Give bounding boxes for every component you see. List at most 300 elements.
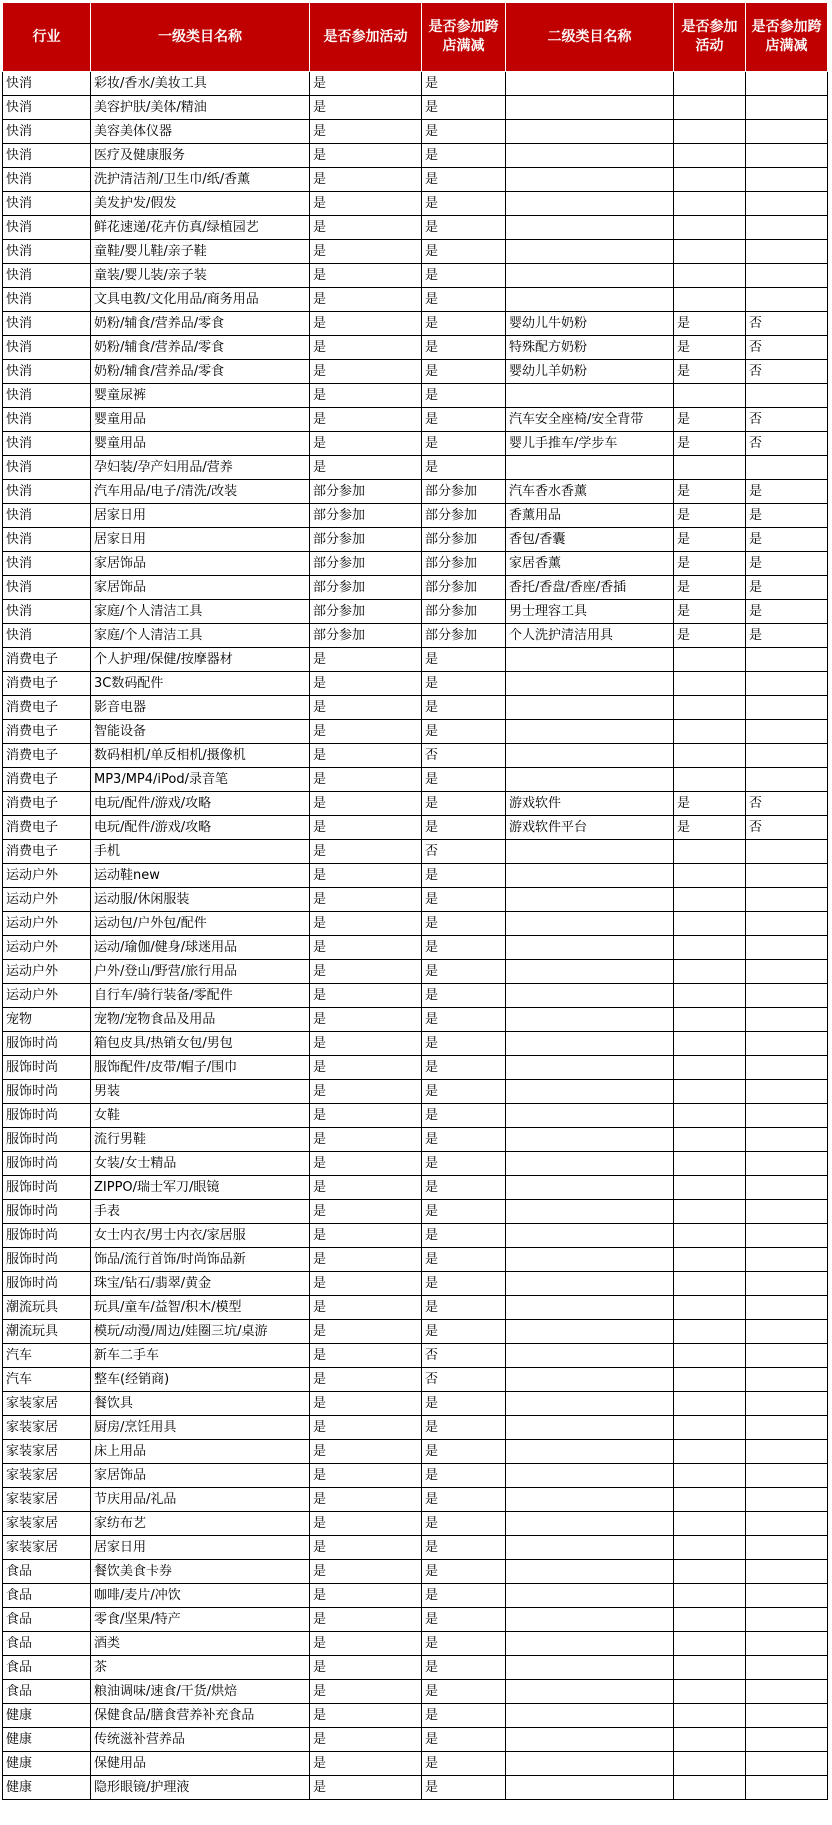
level1-activity-cell: 是 [310,768,422,792]
level2-cross-store-cell: 否 [746,336,828,360]
level2-cross-store-cell [746,96,828,120]
level2-cross-store-cell [746,1560,828,1584]
table-row [3,1032,828,1056]
level2-activity-cell [674,1632,746,1656]
level1-cross-store-cell: 是 [422,384,506,408]
level2-activity-cell [674,1200,746,1224]
level1-category-cell: 家庭/个人清洁工具 [91,600,310,624]
level1-category-cell: 婴童用品 [91,432,310,456]
level2-activity-cell [674,1032,746,1056]
table-row [3,768,828,792]
table-row [3,168,828,192]
level1-cross-store-cell: 是 [422,984,506,1008]
level2-activity-cell [674,888,746,912]
level2-cross-store-cell [746,1176,828,1200]
industry-cell: 快消 [3,528,91,552]
level1-category-cell: 彩妆/香水/美妆工具 [91,72,310,96]
level1-activity-cell: 是 [310,1272,422,1296]
level2-cross-store-cell [746,1632,828,1656]
industry-cell: 消费电子 [3,792,91,816]
table-row [3,720,828,744]
industry-cell: 快消 [3,336,91,360]
industry-cell: 食品 [3,1560,91,1584]
level1-cross-store-cell: 是 [422,360,506,384]
industry-cell: 食品 [3,1680,91,1704]
level1-category-cell: 智能设备 [91,720,310,744]
level2-activity-cell [674,1728,746,1752]
level2-activity-cell [674,1128,746,1152]
level1-cross-store-cell: 是 [422,1632,506,1656]
table-row [3,1176,828,1200]
level1-cross-store-cell: 否 [422,1368,506,1392]
level2-cross-store-cell [746,1272,828,1296]
level1-activity-cell: 部分参加 [310,480,422,504]
level1-category-cell: 传统滋补营养品 [91,1728,310,1752]
level2-activity-cell [674,1440,746,1464]
level2-cross-store-cell [746,720,828,744]
industry-cell: 服饰时尚 [3,1224,91,1248]
level1-cross-store-cell: 是 [422,1320,506,1344]
level1-activity-cell: 是 [310,1728,422,1752]
level1-activity-cell: 是 [310,792,422,816]
level1-activity-cell: 是 [310,336,422,360]
level1-cross-store-cell: 是 [422,1776,506,1800]
level2-cross-store-cell [746,216,828,240]
level2-cross-store-cell [746,888,828,912]
industry-cell: 服饰时尚 [3,1176,91,1200]
industry-cell: 食品 [3,1632,91,1656]
level1-category-cell: 户外/登山/野营/旅行用品 [91,960,310,984]
level2-category-cell [506,1752,674,1776]
level1-category-cell: 零食/坚果/特产 [91,1608,310,1632]
level1-activity-cell: 是 [310,1152,422,1176]
level2-activity-cell [674,672,746,696]
level1-activity-cell: 是 [310,240,422,264]
level2-activity-cell [674,1584,746,1608]
industry-cell: 快消 [3,360,91,384]
level1-category-cell: 运动服/休闲服装 [91,888,310,912]
table-row [3,72,828,96]
level2-category-cell [506,1440,674,1464]
level2-category-cell [506,840,674,864]
level1-activity-cell: 是 [310,360,422,384]
level2-cross-store-cell [746,1416,828,1440]
level2-category-cell [506,1488,674,1512]
level2-activity-cell: 是 [674,576,746,600]
level1-category-cell: 汽车用品/电子/清洗/改装 [91,480,310,504]
level1-category-cell: 家居饰品 [91,1464,310,1488]
level2-cross-store-cell [746,1752,828,1776]
level1-category-cell: 居家日用 [91,528,310,552]
level2-activity-cell [674,384,746,408]
level1-cross-store-cell: 是 [422,1080,506,1104]
level1-category-cell: 饰品/流行首饰/时尚饰品新 [91,1248,310,1272]
level2-category-cell [506,1392,674,1416]
table-row [3,576,828,600]
level2-category-cell: 汽车安全座椅/安全背带 [506,408,674,432]
level1-category-cell: 女士内衣/男士内衣/家居服 [91,1224,310,1248]
level1-activity-cell: 是 [310,72,422,96]
level1-activity-cell: 是 [310,1056,422,1080]
level2-category-cell [506,144,674,168]
level2-category-cell [506,1416,674,1440]
level2-category-cell [506,168,674,192]
level2-cross-store-cell [746,144,828,168]
level1-activity-cell: 部分参加 [310,528,422,552]
level1-cross-store-cell: 是 [422,192,506,216]
table-row [3,1704,828,1728]
level1-category-cell: 鲜花速递/花卉仿真/绿植园艺 [91,216,310,240]
level1-category-cell: 玩具/童车/益智/积木/模型 [91,1296,310,1320]
level1-category-cell: 模玩/动漫/周边/娃圈三坑/桌游 [91,1320,310,1344]
industry-cell: 消费电子 [3,648,91,672]
level1-activity-cell: 是 [310,456,422,480]
level1-activity-cell: 是 [310,696,422,720]
industry-cell: 快消 [3,240,91,264]
level1-activity-cell: 是 [310,216,422,240]
industry-cell: 消费电子 [3,840,91,864]
level2-category-cell [506,1032,674,1056]
level1-category-cell: 童鞋/婴儿鞋/亲子鞋 [91,240,310,264]
level1-category-cell: 餐饮具 [91,1392,310,1416]
industry-cell: 快消 [3,480,91,504]
table-row [3,1200,828,1224]
level1-category-cell: 节庆用品/礼品 [91,1488,310,1512]
industry-cell: 家装家居 [3,1440,91,1464]
table-row [3,1272,828,1296]
level2-cross-store-cell [746,648,828,672]
level2-category-cell: 婴儿手推车/学步车 [506,432,674,456]
level2-activity-cell: 是 [674,552,746,576]
table-row [3,744,828,768]
table-row [3,864,828,888]
level2-activity-cell [674,1296,746,1320]
level1-activity-cell: 是 [310,120,422,144]
level1-activity-cell: 是 [310,1680,422,1704]
level2-cross-store-cell: 是 [746,480,828,504]
level2-category-cell [506,1344,674,1368]
level1-category-cell: 珠宝/钻石/翡翠/黄金 [91,1272,310,1296]
level2-category-cell: 香薰用品 [506,504,674,528]
level2-category-cell [506,1200,674,1224]
level1-activity-cell: 是 [310,648,422,672]
industry-cell: 家装家居 [3,1464,91,1488]
level2-cross-store-cell: 是 [746,600,828,624]
level2-category-cell [506,1320,674,1344]
level1-cross-store-cell: 是 [422,1008,506,1032]
industry-cell: 运动户外 [3,864,91,888]
level2-activity-cell [674,936,746,960]
industry-cell: 快消 [3,264,91,288]
industry-cell: 快消 [3,432,91,456]
level2-activity-cell [674,1488,746,1512]
table-row [3,504,828,528]
level1-cross-store-cell: 是 [422,1200,506,1224]
level2-category-cell [506,1128,674,1152]
level2-activity-cell [674,912,746,936]
level2-category-cell [506,864,674,888]
level2-cross-store-cell [746,984,828,1008]
header-level2-cross-store: 是否参加跨店满减 [746,3,828,72]
level1-category-cell: 电玩/配件/游戏/攻略 [91,816,310,840]
level1-cross-store-cell: 是 [422,936,506,960]
level1-category-cell: 手机 [91,840,310,864]
level2-cross-store-cell: 否 [746,360,828,384]
level2-activity-cell: 是 [674,600,746,624]
level2-activity-cell [674,696,746,720]
level2-category-cell [506,1248,674,1272]
level1-cross-store-cell: 是 [422,1704,506,1728]
level2-category-cell [506,648,674,672]
industry-cell: 服饰时尚 [3,1272,91,1296]
level2-cross-store-cell [746,72,828,96]
level2-activity-cell [674,168,746,192]
industry-cell: 快消 [3,600,91,624]
header-level1-activity: 是否参加活动 [310,3,422,72]
level2-activity-cell [674,1224,746,1248]
level1-category-cell: 奶粉/辅食/营养品/零食 [91,312,310,336]
level2-category-cell [506,1368,674,1392]
level1-activity-cell: 是 [310,264,422,288]
level2-activity-cell [674,1176,746,1200]
level2-activity-cell [674,1608,746,1632]
level2-category-cell [506,1608,674,1632]
level2-activity-cell [674,144,746,168]
level1-activity-cell: 是 [310,960,422,984]
level1-cross-store-cell: 是 [422,792,506,816]
industry-cell: 家装家居 [3,1392,91,1416]
industry-cell: 汽车 [3,1368,91,1392]
table-row [3,480,828,504]
industry-cell: 服饰时尚 [3,1152,91,1176]
table-row [3,1536,828,1560]
level1-category-cell: 奶粉/辅食/营养品/零食 [91,360,310,384]
level2-activity-cell [674,1680,746,1704]
industry-cell: 服饰时尚 [3,1104,91,1128]
industry-cell: 健康 [3,1728,91,1752]
level2-category-cell [506,1104,674,1128]
level2-activity-cell [674,1152,746,1176]
table-row [3,432,828,456]
level2-category-cell [506,744,674,768]
industry-cell: 潮流玩具 [3,1320,91,1344]
level1-activity-cell: 是 [310,1080,422,1104]
level2-cross-store-cell [746,1536,828,1560]
level2-cross-store-cell: 否 [746,432,828,456]
level2-activity-cell [674,120,746,144]
level1-cross-store-cell: 是 [422,1032,506,1056]
table-row [3,792,828,816]
level1-activity-cell: 是 [310,816,422,840]
level1-cross-store-cell: 是 [422,696,506,720]
level1-category-cell: 个人护理/保健/按摩器材 [91,648,310,672]
level2-cross-store-cell [746,1056,828,1080]
header-level1-category: 一级类目名称 [91,3,310,72]
level2-cross-store-cell: 是 [746,504,828,528]
table-row [3,1560,828,1584]
level2-activity-cell [674,264,746,288]
level2-cross-store-cell [746,168,828,192]
level1-category-cell: 手表 [91,1200,310,1224]
level2-cross-store-cell [746,1512,828,1536]
industry-cell: 汽车 [3,1344,91,1368]
level1-activity-cell: 部分参加 [310,600,422,624]
level2-activity-cell [674,1776,746,1800]
table-row [3,696,828,720]
level2-category-cell: 婴幼儿牛奶粉 [506,312,674,336]
level1-category-cell: 美容护肤/美体/精油 [91,96,310,120]
level1-activity-cell: 是 [310,1176,422,1200]
level2-category-cell [506,456,674,480]
industry-cell: 快消 [3,552,91,576]
level2-category-cell [506,72,674,96]
level2-category-cell [506,1728,674,1752]
level1-category-cell: 孕妇装/孕产妇用品/营养 [91,456,310,480]
header-row [3,3,828,72]
level1-cross-store-cell: 是 [422,1536,506,1560]
level2-cross-store-cell [746,1608,828,1632]
level1-cross-store-cell: 是 [422,288,506,312]
level2-category-cell [506,720,674,744]
industry-cell: 食品 [3,1656,91,1680]
level1-cross-store-cell: 是 [422,960,506,984]
level2-cross-store-cell [746,696,828,720]
level2-activity-cell: 是 [674,408,746,432]
level2-category-cell: 香托/香盘/香座/香插 [506,576,674,600]
level1-activity-cell: 是 [310,1608,422,1632]
level1-category-cell: 美发护发/假发 [91,192,310,216]
table-row [3,144,828,168]
table-row [3,1128,828,1152]
level1-activity-cell: 是 [310,1416,422,1440]
level1-activity-cell: 是 [310,1656,422,1680]
level1-activity-cell: 是 [310,1560,422,1584]
table-row [3,336,828,360]
level2-activity-cell: 是 [674,312,746,336]
level1-category-cell: 文具电教/文化用品/商务用品 [91,288,310,312]
industry-cell: 快消 [3,504,91,528]
level1-activity-cell: 是 [310,720,422,744]
level2-category-cell [506,216,674,240]
table-row [3,1392,828,1416]
level2-cross-store-cell [746,912,828,936]
level2-activity-cell [674,1464,746,1488]
table-row [3,240,828,264]
level2-cross-store-cell [746,1080,828,1104]
level1-activity-cell: 是 [310,1464,422,1488]
level1-category-cell: 家居饰品 [91,552,310,576]
level1-activity-cell: 部分参加 [310,624,422,648]
table-row [3,936,828,960]
level2-activity-cell [674,1248,746,1272]
level1-cross-store-cell: 否 [422,840,506,864]
level2-cross-store-cell [746,120,828,144]
level1-activity-cell: 部分参加 [310,576,422,600]
header-level1-cross-store: 是否参加跨店满减 [422,3,506,72]
level2-category-cell [506,1464,674,1488]
level2-activity-cell [674,1056,746,1080]
level1-cross-store-cell: 是 [422,912,506,936]
table-row [3,1608,828,1632]
level2-activity-cell [674,288,746,312]
level2-cross-store-cell [746,1128,828,1152]
level1-category-cell: 运动鞋new [91,864,310,888]
industry-cell: 快消 [3,216,91,240]
level2-cross-store-cell: 是 [746,552,828,576]
level1-activity-cell: 是 [310,1440,422,1464]
level1-category-cell: 隐形眼镜/护理液 [91,1776,310,1800]
level1-cross-store-cell: 部分参加 [422,480,506,504]
level1-activity-cell: 是 [310,1752,422,1776]
level2-category-cell [506,1056,674,1080]
table-row [3,1416,828,1440]
level1-cross-store-cell: 是 [422,1128,506,1152]
table-row [3,960,828,984]
level2-cross-store-cell [746,1152,828,1176]
level2-cross-store-cell: 是 [746,624,828,648]
level2-category-cell [506,960,674,984]
industry-cell: 健康 [3,1704,91,1728]
level1-category-cell: 新车二手车 [91,1344,310,1368]
level2-category-cell [506,240,674,264]
level2-cross-store-cell [746,768,828,792]
level1-cross-store-cell: 是 [422,144,506,168]
level1-cross-store-cell: 是 [422,1512,506,1536]
level2-cross-store-cell [746,1488,828,1512]
level2-activity-cell [674,192,746,216]
level1-cross-store-cell: 部分参加 [422,504,506,528]
level2-cross-store-cell [746,1656,828,1680]
table-row [3,1224,828,1248]
table-row [3,1512,828,1536]
level2-category-cell: 个人洗护清洁用具 [506,624,674,648]
level1-activity-cell: 是 [310,1104,422,1128]
level1-cross-store-cell: 是 [422,864,506,888]
level2-cross-store-cell [746,1392,828,1416]
level1-category-cell: 数码相机/单反相机/摄像机 [91,744,310,768]
level1-category-cell: 整车(经销商) [91,1368,310,1392]
level1-activity-cell: 是 [310,1488,422,1512]
industry-cell: 健康 [3,1776,91,1800]
table-row [3,1680,828,1704]
industry-cell: 快消 [3,624,91,648]
level2-cross-store-cell [746,1320,828,1344]
level2-category-cell [506,1224,674,1248]
level1-cross-store-cell: 是 [422,1560,506,1584]
level1-cross-store-cell: 是 [422,1152,506,1176]
level1-activity-cell: 是 [310,384,422,408]
level1-category-cell: 女装/女士精品 [91,1152,310,1176]
level2-activity-cell: 是 [674,624,746,648]
level2-category-cell [506,768,674,792]
industry-cell: 服饰时尚 [3,1248,91,1272]
level1-category-cell: 居家日用 [91,504,310,528]
level2-cross-store-cell [746,744,828,768]
level2-category-cell [506,912,674,936]
level1-category-cell: 影音电器 [91,696,310,720]
level2-category-cell [506,1296,674,1320]
industry-cell: 运动户外 [3,936,91,960]
level2-activity-cell [674,1392,746,1416]
industry-cell: 快消 [3,576,91,600]
level2-activity-cell: 是 [674,504,746,528]
level2-activity-cell [674,648,746,672]
table-row [3,552,828,576]
level2-cross-store-cell [746,960,828,984]
industry-cell: 快消 [3,144,91,168]
level2-cross-store-cell [746,1728,828,1752]
level2-cross-store-cell [746,384,828,408]
